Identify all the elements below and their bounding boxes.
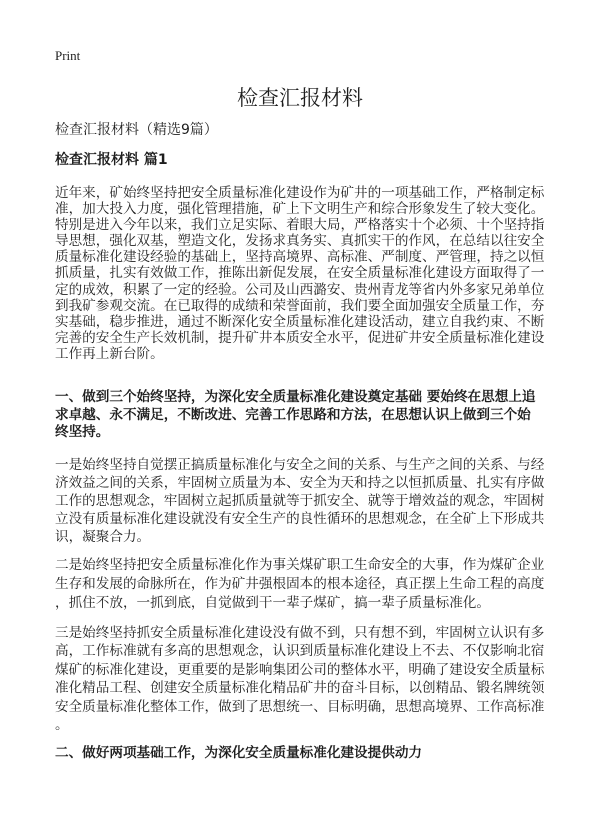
text-line: 定的成效，积累了一定的经验。公司及山西潞安、贵州青龙等省内外多家兄弟单位: [55, 281, 545, 298]
text-line: 工作的思想观念，牢固树立起抓质量就等于抓安全、就等于增效益的观念，牢固树: [55, 493, 545, 509]
text-line: 立没有质量标准化建设就没有安全生产的良性循环的思想观念，在全矿上下形成共: [55, 511, 545, 527]
text-line: 准化精品工程、创建安全质量标准化精品矿井的奋斗目标，以创精品、锻名牌统领: [55, 680, 545, 697]
text-line: 。: [55, 717, 69, 734]
text-line: 到我矿参观交流。在已取得的成绩和荣誉面前，我们要全面加强安全质量工作，夯: [55, 297, 545, 314]
print-link[interactable]: Print: [55, 48, 81, 63]
text-line: 三是始终坚持抓安全质量标准化建设没有做不到，只有想不到，牢固树立认识有多: [55, 625, 545, 641]
text-line: 济效益之间的关系，牢固树立质量为本、安全为天和持之以恒抓质量、扎实有序做: [55, 475, 545, 491]
text-line: 安全质量标准化整体工作，做到了思想统一、目标明确，思想高境界、工作高标准: [55, 698, 545, 715]
text-line: 一是始终坚持自觉摆正搞质量标准化与安全之间的关系、与生产之间的关系、与经: [55, 457, 545, 473]
paragraph-point-two: [55, 556, 555, 613]
text-line: 终坚持。: [55, 424, 110, 440]
text-line: 质量标准化建设经验的基础上，坚持高境界、高标准、严制度、严管理，持之以恒: [55, 249, 545, 266]
text-line: 高，工作标准就有多高的思想观念，认识到质量标准化建设上不去、不仅影响北宿: [55, 643, 545, 660]
document-title: 检查汇报材料: [237, 86, 363, 110]
text-line: 求卓越、永不满足，不断改进、完善工作思路和方法，在思想认识上做到三个始: [55, 406, 531, 423]
text-line: 完善的安全生产长效机制，提升矿井本质安全水平，促进矿井安全质量标准化建设: [55, 329, 545, 346]
text-line: 识，凝聚合力。: [55, 529, 151, 545]
text-line: 一、做到三个始终坚持，为深化安全质量标准化建设奠定基础 要始终在思想上追: [55, 389, 536, 405]
paragraph-point-three: [55, 624, 555, 734]
document-subtitle: 检查汇报材料（精选9篇）: [55, 122, 218, 138]
heading-two: [55, 744, 555, 762]
text-line: 煤矿的标准化建设，更重要的是影响集团公司的整体水平，明确了建设安全质量标: [55, 661, 545, 678]
text-line: 准，加大投入力度，强化管理措施，矿上下文明生产和综合形象发生了较大变化。: [55, 201, 545, 218]
text-line: 生存和发展的命脉所在，作为矿井强根固本的根本途径，真正摆上生命工程的高度: [55, 576, 545, 592]
paragraph-point-one: [55, 456, 555, 546]
text-line: 抓质量，扎实有效做工作，推陈出新促发展，在安全质量标准化建设方面取得了一: [55, 265, 545, 282]
text-line: 工作再上新台阶。: [55, 345, 164, 362]
text-line: 二是始终坚持把安全质量标准化作为事关煤矿职工生命安全的大事，作为煤矿企业: [55, 557, 545, 573]
section-title: 检查汇报材料 篇1: [55, 152, 168, 168]
text-line: 特别是进入今年以来，我们立足实际、着眼大局，严格落实十个必须、十个坚持指: [55, 217, 545, 234]
text-line: 实基础，稳步推进，通过不断深化安全质量标准化建设活动，建立自我约束、不断: [55, 313, 545, 330]
heading-one: [55, 389, 555, 442]
paragraph-intro: [55, 185, 555, 362]
text-line: 导思想，强化双基，塑造文化，发扬求真务实、真抓实干的作风，在总结以往安全: [55, 233, 545, 250]
text-line: ，抓住不放，一抓到底，自觉做到干一辈子煤矿，搞一辈子质量标准化。: [55, 595, 490, 611]
text-line: 二、做好两项基础工作，为深化安全质量标准化建设提供动力: [55, 745, 423, 761]
text-line: 近年来，矿始终坚持把安全质量标准化建设作为矿井的一项基础工作，严格制定标: [55, 185, 545, 201]
